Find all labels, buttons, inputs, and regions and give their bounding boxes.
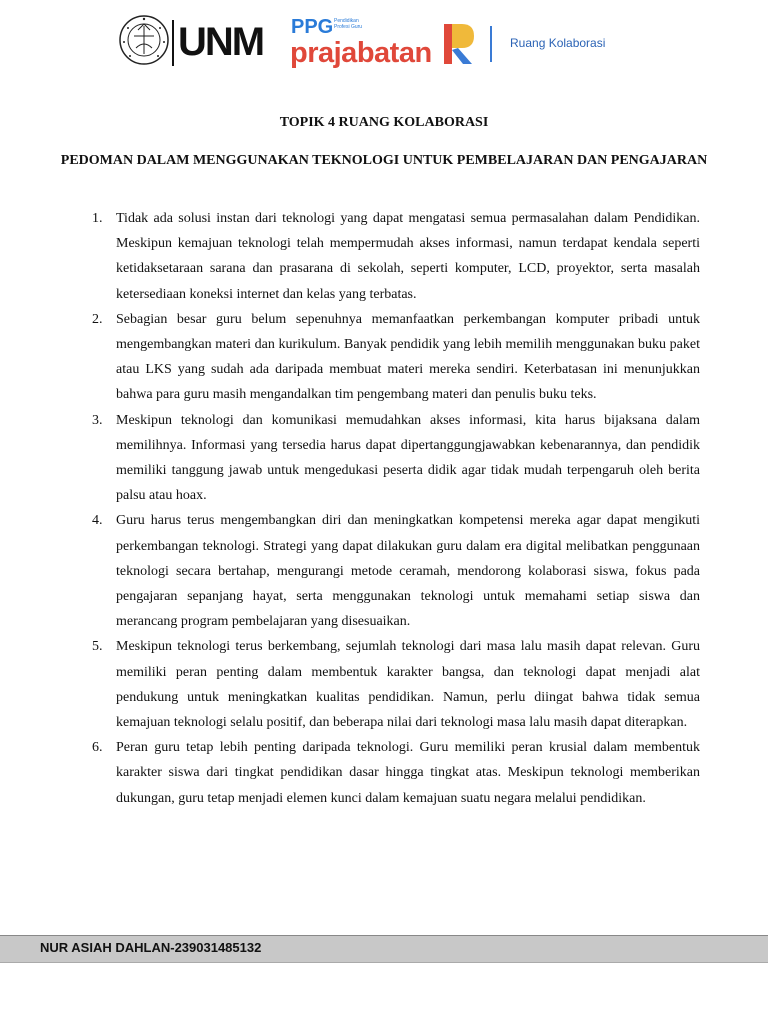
list-item-text: Meskipun teknologi terus berkembang, sejumlah teknologi dari masa lalu masih dapat relevan. Guru memiliki peran penting dalam membentuk karakter bangsa, dan teknologi dapat menjadi alat pendukung untuk meningkatkan kualitas pendidikan. Namun, perlu diingat bahwa tidak semua kemajuan teknologi selalu positif, dan beberapa nilai dari teknologi masa lalu masih dapat diterapkan. — [116, 639, 700, 731]
list-item-number: 6. — [92, 740, 103, 756]
ppg-subtitle: Pendidikan Profesi Guru — [334, 18, 363, 30]
list-item-number: 4. — [92, 513, 103, 529]
document-title: TOPIK 4 RUANG KOLABORASI — [279, 115, 489, 130]
list-item — [88, 408, 700, 509]
list-item-text: Peran guru tetap lebih penting daripada teknologi. Guru memiliki peran krusial dalam membentuk karakter siswa dari tingkat pendidikan dasar hingga tingkat atas. Meskipun teknologi memberikan dukungan, guru tetap menjadi elemen kunci dalam kemajuan suatu negara melalui pendidikan. — [116, 740, 700, 806]
list-item — [88, 206, 700, 307]
footer-author: NUR ASIAH DAHLAN-239031485132 — [40, 940, 262, 955]
guideline-list — [88, 206, 700, 811]
list-item-text: Sebagian besar guru belum sepenuhnya memanfaatkan perkembangan komputer pribadi untuk mengembangkan materi dan kurikulum. Banyak pendidik yang lebih memilih menggunakan buku paket atau LKS yang sudah ada daripada membuat materi mereka sendiri. Keterbatasan ini menunjukkan bahwa para guru masih mengandalkan tim pengembang materi dan penulis buku teks. — [116, 311, 700, 403]
header-logos — [0, 14, 768, 74]
list-item — [88, 634, 700, 735]
list-item-number: 2. — [92, 311, 103, 327]
logo-divider — [172, 20, 174, 66]
list-item-text: Tidak ada solusi instan dari teknologi yang dapat mengatasi semua permasalahan dalam Pendidikan. Meskipun kemajuan teknologi telah mempermudah akses informasi, namun terdapat kendala seperti ketidaksetaraan sarana dan prasarana di sekolah, seperti komputer, LCD, proyektor, serta masalah ketersediaan koneksi internet dan kelas yang terbatas. — [116, 211, 700, 302]
list-item-number: 3. — [92, 412, 103, 428]
footer-bar — [0, 935, 768, 963]
document-subtitle: PEDOMAN DALAM MENGGUNAKAN TEKNOLOGI UNTUK PEMBELAJARAN DAN PENGAJARAN — [60, 153, 708, 168]
list-item-text: Meskipun teknologi dan komunikasi memudahkan akses informasi, kita harus bijaksana dalam memilihnya. Informasi yang tersedia harus dapat dipertanggungjawabkan kebenarannya, dan pendidik memiliki tanggung jawab untuk mengedukasi peserta didik agar tidak mudah terpengaruh oleh berita palsu atau hoax. — [116, 412, 700, 504]
list-item-text: Guru harus terus mengembangkan diri dan meningkatkan kompetensi mereka agar dapat mengikuti perkembangan teknologi. Strategi yang dapat dilakukan guru dalam era digital melibatkan penggunaan teknologi secara bertahap, mengurangi metode ceramah, mendorong kolaborasi siswa, fokus pada pengajaran sepanjang hayat, serta menggunakan teknologi untuk memahami setiap siswa dan merancang program pembelajaran yang disesuaikan. — [116, 513, 700, 630]
list-item-number: 5. — [92, 639, 103, 655]
list-item — [88, 307, 700, 408]
list-item — [88, 508, 700, 634]
unm-seal-icon — [118, 14, 170, 66]
ruang-kolaborasi-label: Ruang Kolaborasi — [510, 36, 606, 50]
list-item — [88, 735, 700, 811]
unm-logo: UNM — [178, 20, 264, 64]
ruang-kolaborasi-r-icon — [442, 22, 476, 66]
list-item-number: 1. — [92, 211, 103, 226]
ppg-logo: PPG — [291, 16, 334, 38]
rk-divider — [490, 26, 492, 62]
prajabatan-logo: prajabatan — [290, 37, 432, 69]
